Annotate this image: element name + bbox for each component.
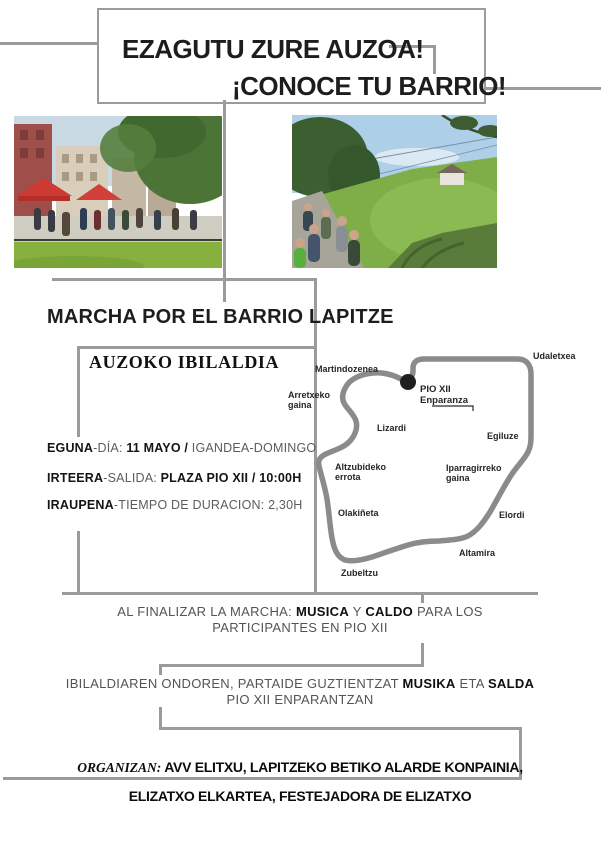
route-start-marker-icon bbox=[400, 374, 416, 390]
title-basque: EZAGUTU ZURE AUZOA! bbox=[122, 34, 424, 64]
detail-day-value: 11 MAYO / bbox=[126, 441, 192, 455]
organizers-box-top bbox=[159, 727, 521, 730]
after-march-basque bbox=[40, 676, 560, 707]
detail-row-start bbox=[47, 471, 301, 485]
map-label-iparragirreko: Iparragirreko bbox=[446, 463, 502, 473]
map-label-arretxeko: Arretxeko bbox=[288, 390, 331, 400]
map-label-egiluze: Egiluze bbox=[487, 431, 519, 441]
bracket-h bbox=[159, 664, 424, 667]
after-es-r2: Y bbox=[349, 604, 366, 619]
after-es-r3: PARA LOS bbox=[413, 604, 483, 619]
auzoko-box-left-border-lower bbox=[77, 531, 80, 594]
map-label-udaletxea: Udaletxea bbox=[533, 351, 576, 361]
title-spanish: ¡CONOCE TU BARRIO! bbox=[232, 71, 507, 101]
after-eu-r2: ETA bbox=[455, 676, 488, 691]
after-march-spanish bbox=[40, 604, 560, 635]
map-label-iparragirreko-2: gaina bbox=[446, 473, 470, 483]
pio-xii-pointer-line bbox=[432, 406, 473, 411]
map-label-elordi: Elordi bbox=[499, 510, 525, 520]
map-label-olakineta: Olakiñeta bbox=[338, 508, 379, 518]
bracket-left-tick bbox=[159, 664, 162, 675]
after-eu-b1: MUSIKA bbox=[402, 676, 456, 691]
detail-day-label: EGUNA bbox=[47, 441, 94, 455]
connector-line-under-photos bbox=[52, 278, 316, 281]
detail-duration-label: IRAUPENA bbox=[47, 498, 114, 512]
connector-line-title-left bbox=[0, 42, 97, 45]
event-heading: MARCHA POR EL BARRIO LAPITZE bbox=[47, 306, 394, 328]
map-label-arretxeko-2: gaina bbox=[288, 400, 312, 410]
map-label-pio-xii: PIO XII bbox=[420, 384, 451, 395]
map-label-zubeltzu: Zubeltzu bbox=[341, 568, 378, 578]
connector-tick-1 bbox=[421, 595, 424, 603]
detail-day-text2: IGANDEA-DOMINGO bbox=[191, 441, 317, 455]
connector-organizers-v bbox=[159, 707, 162, 729]
map-label-altamira: Altamira bbox=[459, 548, 496, 558]
after-es-b1: MUSICA bbox=[295, 604, 350, 619]
after-eu-line2: PIO XII ENPARANTZAN bbox=[226, 691, 374, 707]
organizers-line1: AVV ELITXU, LAPITZEKO BETIKO ALARDE KONPAINIA, bbox=[161, 759, 523, 775]
detail-duration-text: -TIEMPO DE DURACION: 2,30H bbox=[113, 498, 303, 512]
after-es-r1: AL FINALIZAR LA MARCHA: bbox=[117, 604, 296, 619]
after-es-line2: PARTICIPANTES EN PIO XII bbox=[212, 619, 388, 635]
detail-start-label: IRTEERA bbox=[47, 471, 104, 485]
map-label-altzubideko-2: errota bbox=[335, 472, 361, 482]
map-label-altzubideko: Altzubideko bbox=[335, 462, 386, 472]
after-es-b2: CALDO bbox=[365, 604, 414, 619]
detail-row-day bbox=[47, 441, 316, 455]
detail-day-text: -DÍA: bbox=[93, 441, 127, 455]
organizers-line2: ELIZATXO ELKARTEA, FESTEJADORA DE ELIZATXO bbox=[128, 788, 472, 804]
auzoko-box-left-border-upper bbox=[77, 346, 80, 437]
route-map bbox=[280, 345, 601, 585]
detail-start-value: PLAZA PIO XII / 10:00H bbox=[160, 471, 302, 485]
connector-line-photos-v bbox=[223, 100, 226, 302]
detail-start-text: -SALIDA: bbox=[103, 471, 161, 485]
map-label-pio-xii-2: Enparanza bbox=[420, 395, 469, 406]
event-subheading-basque: AUZOKO IBILALDIA bbox=[89, 352, 280, 372]
organizers-block bbox=[30, 753, 570, 810]
after-eu-r1: IBILALDIAREN ONDOREN, PARTAIDE GUZTIENTZAT bbox=[65, 676, 403, 691]
map-label-martindozenea: Martindozenea bbox=[315, 364, 379, 374]
organizers-label: ORGANIZAN: bbox=[77, 760, 162, 775]
photo-country-walk bbox=[292, 115, 497, 268]
connector-line-title-mid-v bbox=[433, 45, 436, 74]
after-eu-b2: SALDA bbox=[487, 676, 535, 691]
detail-row-duration bbox=[47, 498, 302, 512]
map-label-lizardi: Lizardi bbox=[377, 423, 407, 433]
photo-plaza bbox=[14, 116, 222, 268]
divider-line-after-map bbox=[62, 592, 538, 595]
